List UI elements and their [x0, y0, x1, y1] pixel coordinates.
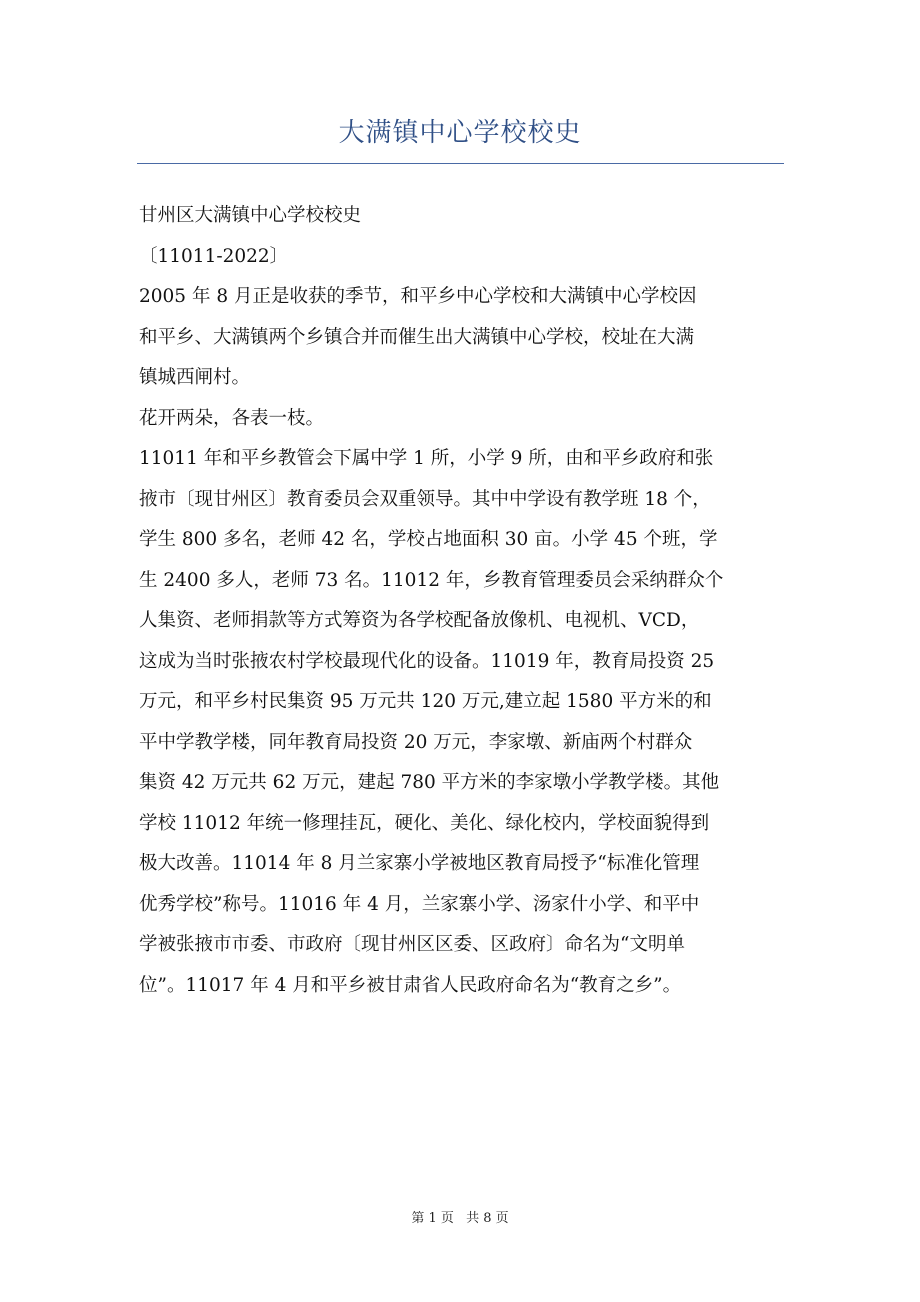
body-line: 人集资、老师捐款等方式筹资为各学校配备放像机、电视机、VCD，: [139, 610, 700, 631]
page-footer: [0, 1207, 920, 1226]
body-line: 镇城西闸村。: [139, 367, 251, 388]
body-line: 学校 11012 年统一修理挂瓦，硬化、美化、绿化校内，学校面貌得到: [139, 812, 710, 834]
title-divider: [137, 163, 784, 164]
body-line: 掖市〔现甘州区〕教育委员会双重领导。其中中学设有教学班 18 个，: [139, 488, 711, 510]
body-line: 万元，和平乡村民集资 95 万元共 120 万元,建立起 1580 平方米的和: [139, 691, 712, 712]
body-line: 2005 年 8 月正是收获的季节，和平乡中心学校和大满镇中心学校因: [139, 286, 697, 307]
body-line: 生 2400 多人，老师 73 名。11012 年，乡教育管理委员会采纳群众个: [139, 569, 724, 591]
body-line: 位”。11017 年 4 月和平乡被甘肃省人民政府命名为“教育之乡”。: [139, 974, 682, 996]
page-number: 第 1 页: [411, 1211, 454, 1226]
body-line: 〔11011-2022〕: [139, 245, 289, 267]
body-line: 集资 42 万元共 62 万元，建起 780 平方米的李家墩小学教学楼。其他: [139, 772, 720, 793]
body-line: 学被张掖市市委、市政府〔现甘州区区委、区政府〕命名为“文明单: [139, 934, 685, 955]
body-line: 这成为当时张掖农村学校最现代化的设备。11019 年，教育局投资 25: [139, 650, 715, 672]
body-line: 和平乡、大满镇两个乡镇合并而催生出大满镇中心学校，校址在大满: [139, 326, 695, 348]
body-line: 平中学教学楼，同年教育局投资 20 万元，李家墩、新庙两个村群众: [139, 731, 693, 753]
body-line: 11011 年和平乡教管会下属中学 1 所，小学 9 所，由和平乡政府和张: [139, 448, 714, 469]
body-line: 学生 800 多名，老师 42 名，学校占地面积 30 亩。小学 45 个班，学: [139, 529, 718, 550]
body-line: 极大改善。11014 年 8 月兰家寨小学被地区教育局授予“标准化管理: [139, 853, 700, 874]
body-line: 甘州区大满镇中心学校校史: [139, 205, 362, 226]
document-title: 大满镇中心学校校史: [338, 118, 582, 148]
body-line: 优秀学校”称号。11016 年 4 月，兰家寨小学、汤家什小学、和平中: [139, 893, 700, 915]
document-body: [139, 196, 784, 1006]
body-line: 花开两朵，各表一枝。: [139, 407, 325, 429]
page-total: 共 8 页: [466, 1211, 509, 1226]
